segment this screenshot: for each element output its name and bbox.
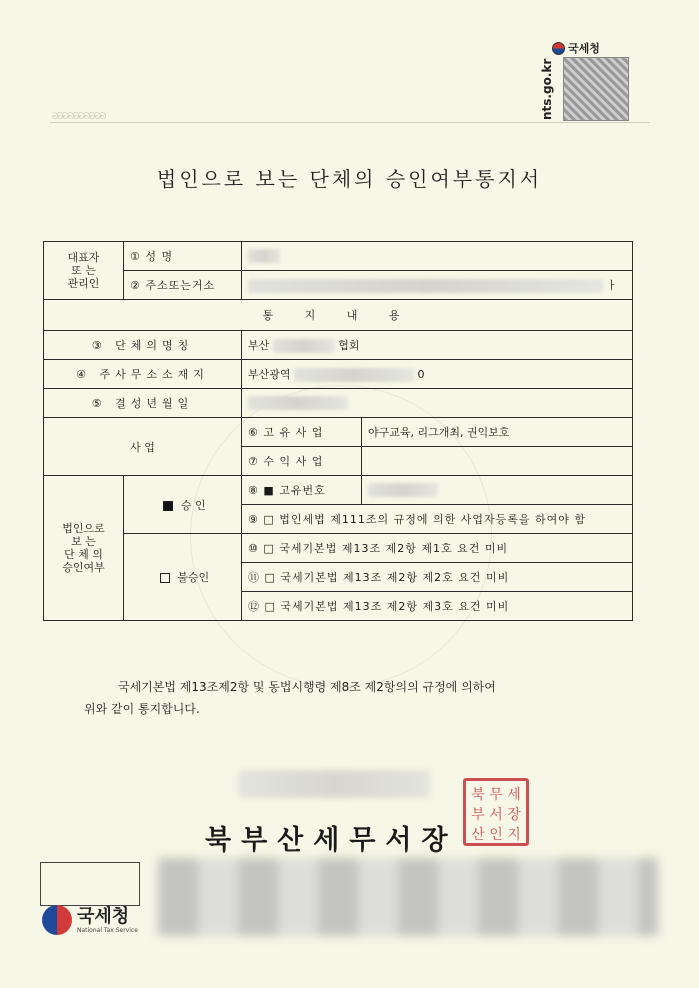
rejection-item-10: ⑩ □ 국세기본법 제13조 제2항 제1호 요건 미비 xyxy=(242,534,633,563)
footer-stamp-box xyxy=(40,862,140,906)
org-name-label: ③ 단체의명칭 xyxy=(44,331,242,360)
established-date-label: ⑤ 결성년월일 xyxy=(44,389,242,418)
unique-number-label: ⑧ ■ 고유번호 xyxy=(242,476,362,505)
nts-logo: 국세청 National Tax Service xyxy=(42,905,138,935)
own-business-value: 야구교육, 리그개최, 권익보호 xyxy=(362,418,633,447)
site-url-vertical: nts.go.kr xyxy=(540,58,554,120)
agency-small-label: 국세청 xyxy=(568,42,600,55)
own-business-label: ⑥ 고 유 사 업 xyxy=(242,418,362,447)
notice-content-header: 통 지 내 용 xyxy=(44,300,633,331)
representative-section-label: 대표자 또 는 관리인 xyxy=(44,242,124,300)
name-value xyxy=(242,242,633,271)
org-name-value: 부산 협회 xyxy=(242,331,633,360)
approved-checkbox-checked xyxy=(163,501,173,511)
rejected-checkbox xyxy=(160,573,170,583)
profit-business-label: ⑦ 수 익 사 업 xyxy=(242,447,362,476)
redacted-unique-number xyxy=(368,483,438,497)
redacted-date-line xyxy=(238,770,430,798)
business-label: 사 업 xyxy=(44,418,242,476)
official-seal-stamp: 북 무 세 부 서 장 산 인 지 xyxy=(463,778,529,846)
decorative-border xyxy=(50,122,650,151)
address-label: ② 주소또는거소 xyxy=(124,271,242,300)
redacted-office-address xyxy=(294,368,414,382)
unique-number-value xyxy=(362,476,633,505)
established-date-value xyxy=(242,389,633,418)
name-label: ① 성 명 xyxy=(124,242,242,271)
address-value: ㅏ xyxy=(242,271,633,300)
redacted-address xyxy=(248,279,603,293)
profit-business-value xyxy=(362,447,633,476)
redacted-name xyxy=(248,249,280,263)
taeguk-icon xyxy=(552,42,565,55)
notice-text: 국세기본법 제13조제2항 및 동법시행령 제8조 제2항의의 규정에 의하여 위와 같이 통지합니다. xyxy=(84,680,496,716)
approved-label: 승 인 xyxy=(180,498,206,512)
corner-ornament: ᘐᘐᘐᘐᘐᘐᘐᘐᘐᘐ xyxy=(52,112,106,122)
approval-item-9: ⑨ □ 법인세법 제111조의 규정에 의한 사업자등록을 하여야 함 xyxy=(242,505,633,534)
office-address-value: 부산광역 0 xyxy=(242,360,633,389)
redacted-footer-info xyxy=(158,858,658,936)
rejected-label: 불승인 xyxy=(177,571,210,584)
taeguk-logo-icon xyxy=(42,905,72,935)
redacted-date xyxy=(248,396,348,410)
nts-top-logo xyxy=(552,40,600,56)
rejection-item-12: ⑫ □ 국세기본법 제13조 제2항 제3호 요건 미비 xyxy=(242,592,633,621)
qr-code xyxy=(563,57,629,121)
office-address-label: ④ 주사무소소재지 xyxy=(44,360,242,389)
approved-cell xyxy=(124,476,242,534)
notice-table xyxy=(43,241,633,621)
rejected-cell xyxy=(124,534,242,621)
document-title: 법인으로 보는 단체의 승인여부통지서 xyxy=(156,167,543,191)
tax-office-name: 북부산세무서장 xyxy=(205,825,458,856)
approval-section-label: 법인으로 보 는 단 체 의 승인여부 xyxy=(44,476,124,621)
rejection-item-11: ⑪ □ 국세기본법 제13조 제2항 제2호 요건 미비 xyxy=(242,563,633,592)
redacted-org-name xyxy=(273,339,335,353)
